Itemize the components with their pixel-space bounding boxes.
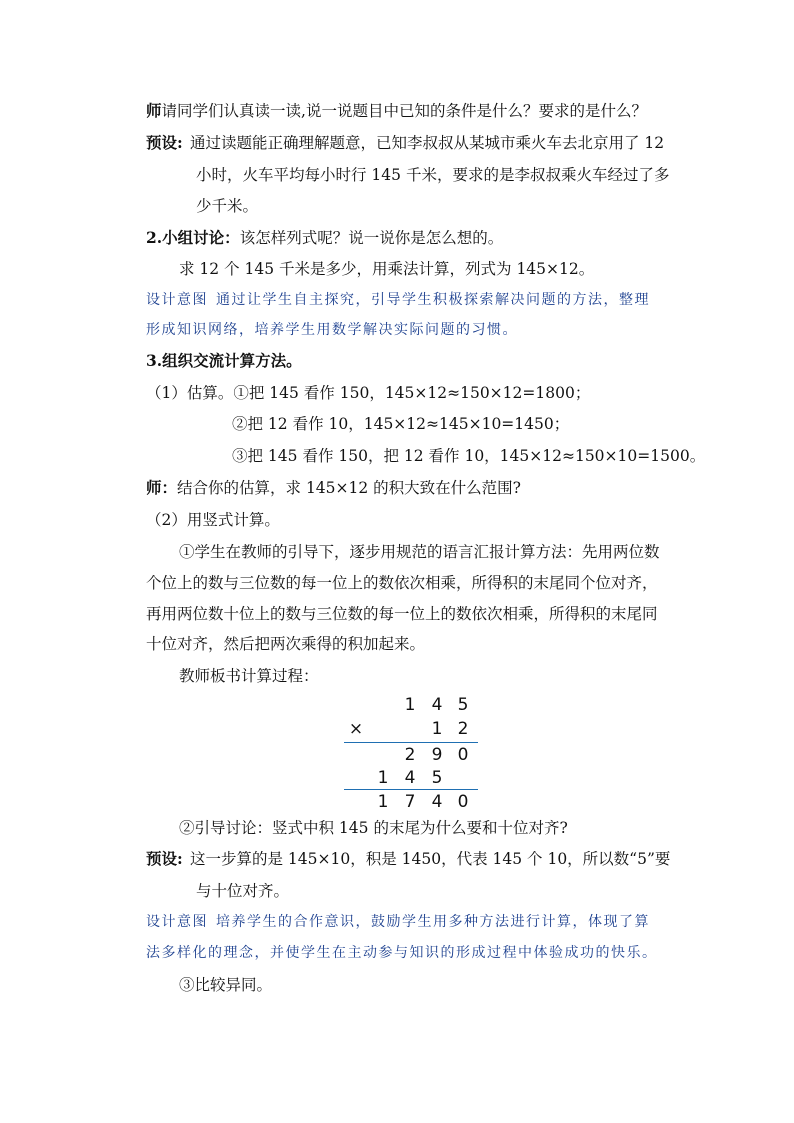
digit: 1 <box>377 768 389 788</box>
section-3-heading: 3.组织交流计算方法。 <box>146 351 302 370</box>
calc-rule <box>344 789 478 790</box>
digit: 4 <box>431 695 443 715</box>
method-line-3: 再用两位数十位上的数与三位数的每一位上的数依次相乘，所得积的末尾同 <box>146 605 658 623</box>
digit: 1 <box>431 719 443 739</box>
teacher-label: 师 <box>146 101 162 120</box>
design-note-2-line-2: 法多样化的理念，并使学生在主动参与知识的形成过程中体验成功的快乐。 <box>146 945 658 961</box>
vertical-multiplication <box>340 692 480 814</box>
digit: 2 <box>457 719 469 739</box>
design-intent-tag: 设计意图 <box>146 292 208 308</box>
teacher-range-question <box>146 478 521 498</box>
preset-1-line-2: 小时，火车平均每小时行 145 千米，要求的是李叔叔乘火车经过了多 <box>196 166 670 184</box>
design-note-2-text: 培养学生的合作意识，鼓励学生用多种方法进行计算，体现了算 <box>216 914 650 930</box>
digit: 7 <box>404 792 416 812</box>
vertical-calc-heading: （2）用竖式计算。 <box>146 511 280 529</box>
method-line-2: 个位上的数与三位数的每一位上的数依次相乘，所得积的末尾同个位对齐， <box>146 574 658 592</box>
design-note-2-line-1 <box>146 912 650 932</box>
design-intent-tag: 设计意图 <box>146 914 208 930</box>
preset-label-1: 预设: <box>146 133 183 152</box>
teacher-question-text: 请同学们认真读一读,说一说题目中已知的条件是什么？要求的是什么？ <box>161 102 647 120</box>
design-note-1-line-2: 形成知识网络，培养学生用数学解决实际问题的习惯。 <box>146 322 518 338</box>
multiply-sign: × <box>348 719 364 739</box>
estimate-line-3: ③把 145 看作 150，把 12 看作 10，145×12≈150×10=1500。 <box>232 447 706 465</box>
preset-2-line-1: 这一步算的是 145×10，积是 1450，代表 145 个 10，所以数“5”要 <box>190 850 671 868</box>
calc-rule <box>344 742 478 743</box>
design-note-1-text: 通过让学生自主探究，引导学生积极探索解决问题的方法，整理 <box>216 292 650 308</box>
preset-2-line-2: 与十位对齐。 <box>196 882 290 900</box>
digit: 5 <box>431 768 443 788</box>
digit: 5 <box>457 695 469 715</box>
estimate-line-1: （1）估算。①把 145 看作 150，145×12≈150×12=1800； <box>146 384 591 402</box>
design-note-1-line-1 <box>146 290 650 310</box>
group-discussion-heading: 2.小组讨论： <box>146 228 240 247</box>
digit: 0 <box>457 745 469 765</box>
digit: 0 <box>457 792 469 812</box>
formula-paragraph: 求 12 个 145 千米是多少，用乘法计算，列式为 145×12。 <box>179 260 595 278</box>
group-discussion-text: 该怎样列式呢？说一说你是怎么想的。 <box>239 229 504 247</box>
estimate-line-2: ②把 12 看作 10，145×12≈145×10=1450； <box>232 415 570 433</box>
digit: 1 <box>404 695 416 715</box>
digit: 2 <box>404 745 416 765</box>
teacher-question <box>146 101 647 121</box>
board-writing-label: 教师板书计算过程： <box>179 667 319 685</box>
digit: 4 <box>404 768 416 788</box>
teacher-range-text: 结合你的估算，求 145×12 的积大致在什么范围? <box>177 479 521 497</box>
compare-item: ③比较异同。 <box>179 976 273 994</box>
discussion-question: ②引导讨论：竖式中积 145 的末尾为什么要和十位对齐? <box>179 819 568 837</box>
preset-label-2: 预设: <box>146 849 183 868</box>
group-discussion <box>146 228 503 248</box>
digit: 4 <box>431 792 443 812</box>
digit: 1 <box>377 792 389 812</box>
method-line-1: ①学生在教师的引导下，逐步用规范的语言汇报计算方法：先用两位数 <box>179 543 660 561</box>
preset-1-line-3: 少千米。 <box>196 197 259 215</box>
preset-1-line-1: 通过读题能正确理解题意，已知李叔叔从某城市乘火车去北京用了 12 <box>190 134 665 152</box>
teacher-label-2: 师： <box>146 478 178 497</box>
digit: 9 <box>431 745 443 765</box>
method-line-4: 十位对齐，然后把两次乘得的积加起来。 <box>146 635 426 653</box>
